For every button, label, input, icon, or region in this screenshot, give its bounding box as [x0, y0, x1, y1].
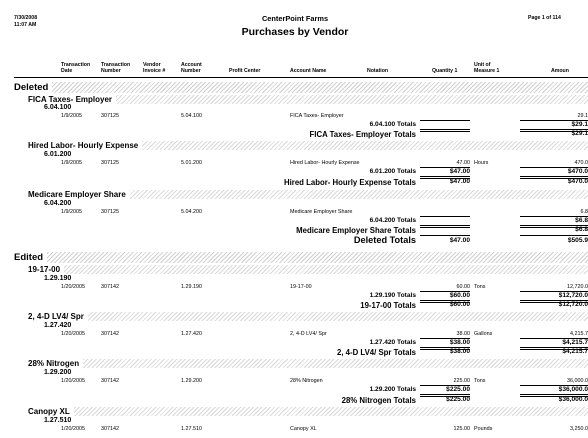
row-account-number: 5.01.200	[181, 160, 202, 166]
group-total-label: 19-17-00 Totals	[360, 301, 416, 310]
group-total-amount: $470.0	[567, 178, 588, 185]
account-total-label: 1.29.190 Totals	[369, 292, 416, 299]
row-transaction-number: 307125	[101, 113, 119, 119]
col-transaction-date-line1: Transaction	[61, 62, 91, 68]
section-total-amount: $505.9	[567, 237, 588, 244]
row-amount: 6.8	[580, 209, 588, 215]
row-transaction-number: 307125	[101, 209, 119, 215]
rule	[420, 120, 470, 121]
header-rule	[14, 77, 588, 78]
account-label: 1.27.510	[44, 417, 72, 424]
row-account-name: FICA Taxes- Employer	[290, 113, 344, 119]
group-total-quantity: $225.00	[446, 396, 470, 403]
row-date: 1/20/2005	[61, 378, 85, 384]
group-band	[28, 265, 588, 274]
row-unit: Pounds	[474, 426, 493, 432]
account-total-label: 6.01.200 Totals	[369, 168, 416, 175]
col-amount: Amoun	[551, 68, 569, 74]
group-label: Canopy XL	[28, 407, 74, 416]
group-total-quantity: $60.00	[449, 301, 470, 308]
page-number: Page 1 of 114	[528, 15, 561, 21]
group-label: FICA Taxes- Employer	[28, 95, 116, 104]
row-quantity: 38.00	[456, 331, 470, 337]
account-label: 6.01.200	[44, 151, 72, 158]
row-amount: 470.0	[574, 160, 588, 166]
group-total-label: 28% Nitrogen Totals	[341, 396, 416, 405]
group-label: 19-17-00	[28, 265, 64, 274]
account-label: 6.04.100	[44, 104, 72, 111]
account-total-quantity: $38.00	[449, 339, 470, 346]
account-total-label: 1.29.200 Totals	[369, 386, 416, 393]
account-label: 1.27.420	[44, 322, 72, 329]
col-account-number-line2: Number	[181, 68, 201, 74]
group-total-amount: $36,000.0	[558, 396, 588, 403]
group-label: 28% Nitrogen	[28, 359, 83, 368]
rule	[420, 129, 470, 132]
row-account-name: 2, 4-D LV4/ Spr	[290, 331, 327, 337]
account-total-label: 6.04.200 Totals	[369, 217, 416, 224]
row-transaction-number: 307142	[101, 331, 119, 337]
row-account-number: 1.27.510	[181, 426, 202, 432]
group-total-amount: $29.1	[571, 130, 588, 137]
row-amount: 12,720.0	[567, 284, 588, 290]
section-deleted: Deleted	[14, 82, 52, 93]
rule	[520, 235, 588, 236]
company-name: CenterPoint Farms	[261, 14, 329, 23]
row-date: 1/20/2005	[61, 426, 85, 432]
group-band	[28, 407, 588, 416]
group-band	[28, 312, 588, 321]
group-total-quantity: $47.00	[449, 178, 470, 185]
group-total-label: Medicare Employer Share Totals	[296, 226, 416, 235]
account-total-quantity: $47.00	[449, 168, 470, 175]
row-date: 1/20/2005	[61, 331, 85, 337]
report-time: 11:07 AM	[14, 22, 37, 28]
col-vendor-invoice-line2: Invoice #	[143, 68, 166, 74]
group-label: 2, 4-D LV4/ Spr	[28, 312, 88, 321]
row-quantity: 47.00	[456, 160, 470, 166]
account-total-quantity: $225.00	[446, 386, 470, 393]
group-total-label: FICA Taxes- Employer Totals	[309, 130, 416, 139]
group-total-label: 2, 4-D LV4/ Spr Totals	[337, 348, 416, 357]
row-account-name: 28% Nitrogen	[290, 378, 323, 384]
row-account-number: 5.04.100	[181, 113, 202, 119]
row-date: 1/20/2005	[61, 284, 85, 290]
account-total-label: 1.27.420 Totals	[369, 339, 416, 346]
col-profit-center: Profit Center	[229, 68, 261, 74]
row-date: 1/9/2005	[61, 113, 82, 119]
row-amount: 36,000.0	[567, 378, 588, 384]
group-band	[28, 359, 588, 368]
row-amount: 4,215.7	[570, 331, 588, 337]
row-transaction-number: 307142	[101, 426, 119, 432]
row-quantity: 125.00	[453, 426, 470, 432]
account-total-label: 6.04.100 Totals	[369, 121, 416, 128]
col-account-number-line1: Account	[181, 62, 202, 68]
row-unit: Gallons	[474, 331, 493, 337]
group-total-quantity: $38.00	[449, 348, 470, 355]
rule	[420, 216, 470, 217]
account-total-amount: $6.8	[575, 217, 588, 224]
row-account-number: 5.04.200	[181, 209, 202, 215]
rule	[420, 235, 470, 236]
row-unit: Tons	[474, 378, 486, 384]
row-transaction-number: 307142	[101, 284, 119, 290]
row-unit: Tons	[474, 284, 486, 290]
row-account-name: 19-17-00	[290, 284, 312, 290]
account-label: 1.29.190	[44, 275, 72, 282]
account-total-quantity: $60.00	[449, 292, 470, 299]
row-account-name: Canopy XL	[290, 426, 317, 432]
group-total-amount: $6.8	[575, 226, 588, 233]
row-amount: 3,250.0	[570, 426, 588, 432]
section-band-edited	[14, 252, 588, 263]
rule	[420, 225, 470, 228]
account-label: 1.29.200	[44, 369, 72, 376]
row-unit: Hours	[474, 160, 489, 166]
col-unit-line1: Unit of	[474, 62, 491, 68]
col-transaction-number-line2: Number	[101, 68, 121, 74]
row-transaction-number: 307125	[101, 160, 119, 166]
row-transaction-number: 307142	[101, 378, 119, 384]
row-amount: 29.1	[577, 113, 588, 119]
group-total-label: Hired Labor- Hourly Expense Totals	[284, 178, 416, 187]
group-label: Hired Labor- Hourly Expense	[28, 141, 142, 150]
col-vendor-invoice-line1: Vendor	[143, 62, 161, 68]
report-date: 7/30/2008	[14, 15, 38, 21]
section-total-label: Deleted Totals	[353, 235, 416, 245]
row-account-number: 1.29.200	[181, 378, 202, 384]
account-label: 6.04.200	[44, 200, 72, 207]
account-total-amount: $470.0	[567, 168, 588, 175]
col-quantity: Quantity 1	[432, 68, 458, 74]
row-account-number: 1.29.190	[181, 284, 202, 290]
col-notation: Notation	[367, 68, 389, 74]
group-total-amount: $4,215.7	[562, 348, 588, 355]
row-account-number: 1.27.420	[181, 331, 202, 337]
row-account-name: Hired Labor- Hourly Expense	[290, 160, 360, 166]
col-unit-line2: Measure 1	[474, 68, 500, 74]
col-account-name: Account Name	[290, 68, 327, 74]
account-total-amount: $36,000.0	[558, 386, 588, 393]
section-total-quantity: $47.00	[449, 237, 470, 244]
account-total-amount: $29.1	[571, 121, 588, 128]
group-label: Medicare Employer Share	[28, 190, 130, 199]
row-date: 1/9/2005	[61, 160, 82, 166]
row-quantity: 60.00	[456, 284, 470, 290]
col-transaction-date-line2: Date	[61, 68, 73, 74]
row-account-name: Medicare Employer Share	[290, 209, 353, 215]
row-date: 1/9/2005	[61, 209, 82, 215]
account-total-amount: $12,720.0	[558, 292, 588, 299]
report-title: Purchases by Vendor	[241, 26, 349, 38]
section-edited: Edited	[14, 252, 47, 263]
group-total-amount: $12,720.0	[558, 301, 588, 308]
col-transaction-number-line1: Transaction	[101, 62, 131, 68]
row-quantity: 225.00	[453, 378, 470, 384]
account-total-amount: $4,215.7	[562, 339, 588, 346]
section-band-deleted	[14, 82, 588, 93]
